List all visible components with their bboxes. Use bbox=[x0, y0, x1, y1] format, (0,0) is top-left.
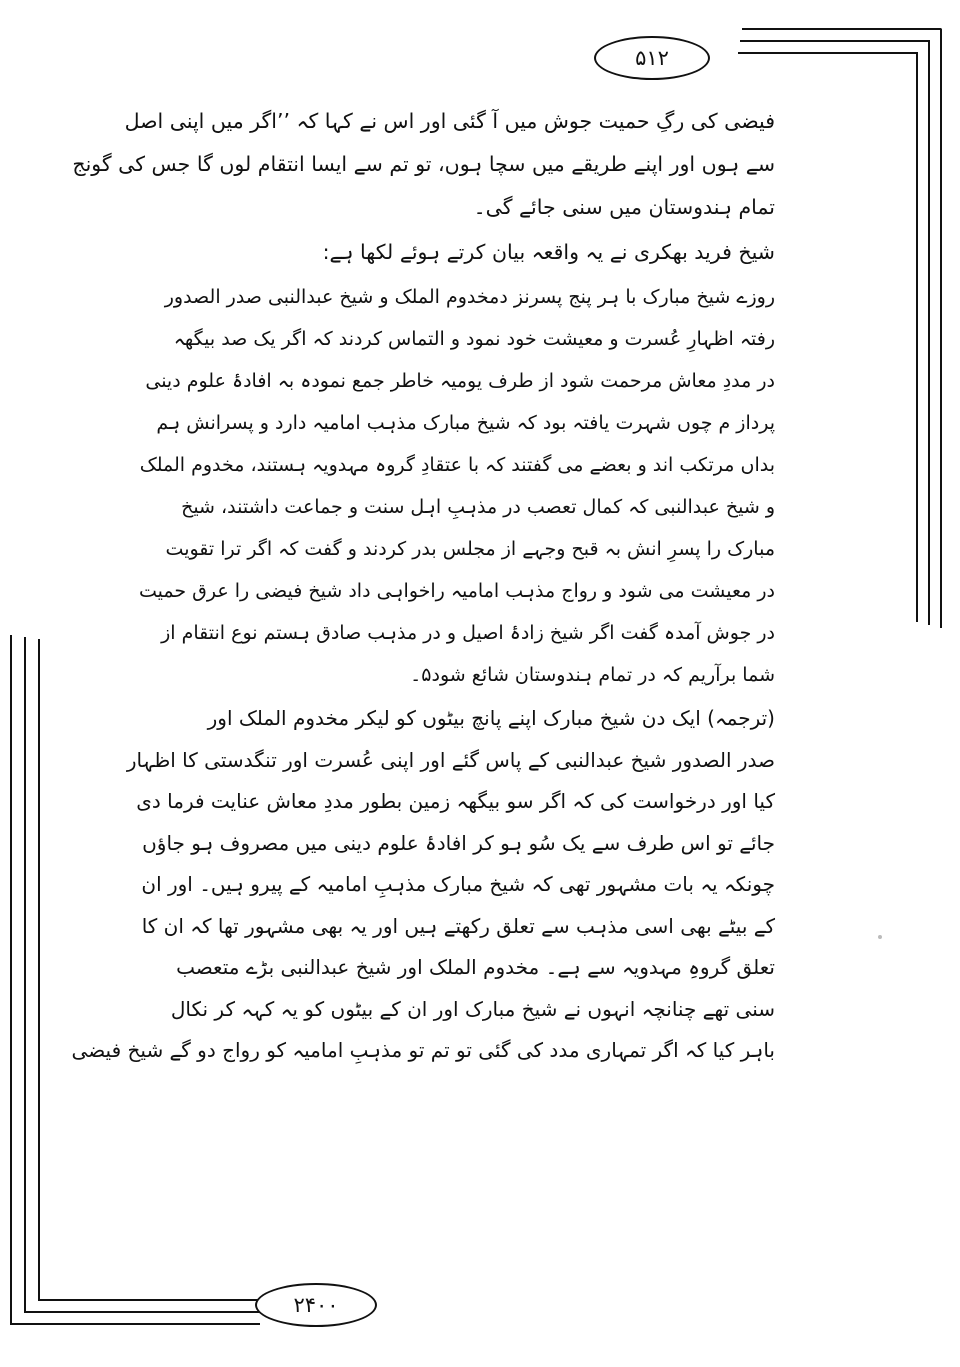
paper-speck bbox=[878, 935, 882, 939]
text-line: چونکہ یہ بات مشہور تھی کہ شیخ مبارک مذہبِ امامیہ کے پیرو ہیں۔ اور ان bbox=[141, 872, 775, 896]
page-number-footer bbox=[255, 1283, 377, 1327]
text-line: روزے شیخ مبارک با ہر پنج پسرنز دمخدوم الملک و شیخ عبدالنبی صدر الصدور bbox=[164, 286, 775, 308]
text-line: سنی تھے چنانچہ انہوں نے شیخ مبارک اور ان کے بیٹوں کو یہ کہہ کر نکال bbox=[170, 996, 775, 1021]
text-line: سے ہوں اور اپنے طریقے میں سچا ہوں، تو تم سے ایسا انتقام لوں گا جس کی گونج bbox=[72, 152, 775, 176]
text-line: و شیخ عبدالنبی کہ کمال تعصب در مذہبِ اہل سنت و جماعت داشتند، شیخ bbox=[181, 496, 775, 518]
text-line: شیخ فرید بھکری نے یہ واقعہ بیان کرتے ہوئے لکھا ہے: bbox=[322, 240, 775, 264]
page-number-header bbox=[594, 36, 710, 80]
paragraph-persian-quote bbox=[138, 276, 775, 696]
text-line: باہر کیا کہ اگر تمہاری مدد کی گئی تو تم تو مذہبِ امامیہ کو رواج دو گے شیخ فیضی bbox=[71, 1038, 775, 1062]
text-line: بداں مرتکب اند و بعضے می گفتند کہ با عتقادِ گروہ مہدویہ ہستند، مخدوم الملک bbox=[139, 454, 775, 476]
page-number-header-text: ۵۱۲ bbox=[635, 46, 669, 70]
text-line: در معیشت می شود و رواج مذہب امامیہ راخواہی داد شیخ فیضی را عرق حمیت bbox=[138, 580, 775, 602]
text-line: کے بیٹے بھی اسی مذہب سے تعلق رکھتے ہیں اور یہ بھی مشہور تھا کہ ان کا bbox=[141, 913, 775, 938]
paragraph-intro bbox=[72, 100, 775, 229]
page-body bbox=[71, 100, 775, 1074]
text-line: تعلق گروہِ مہدویہ سے ہے۔ مخدوم الملک اور شیخ عبدالنبی بڑے متعصب bbox=[176, 955, 775, 979]
page-number-footer-text: ۲۴۰۰ bbox=[293, 1293, 339, 1317]
text-line: صدر الصدور شیخ عبدالنبی کے پاس گئے اور اپنی عُسرت اور تنگدستی کا اظہار bbox=[126, 747, 775, 772]
text-line: در مددِ معاش مرحمت شود از طرف یومیہ خاطر جمع نمودہ بہ افادۂ علوم دینی bbox=[145, 370, 775, 392]
text-line: کیا اور درخواست کی کہ اگر سو بیگھہ زمین بطور مددِ معاش عنایت فرما دی bbox=[136, 789, 775, 813]
text-line: رفتہ اظہارِ عُسرت و معیشت خود نمود و التماس کردند کہ اگر یک صد بیگھہ bbox=[173, 328, 775, 350]
text-line: جائے تو اس طرف سے یک سُو ہو کر افادۂ علوم دینی میں مصروف ہو جاؤں bbox=[142, 830, 775, 855]
paragraph-attribution bbox=[150, 231, 775, 274]
text-line: مبارک را پسرِ انش بہ قبح وجہے از مجلس بدر کردند و گفت کہ اگر ترا تقویت bbox=[165, 538, 775, 560]
paragraph-urdu-translation bbox=[71, 698, 775, 1072]
text-line: شما برآریم کہ در تمام ہندوستان شائع شود۵۔ bbox=[410, 664, 775, 686]
text-line: در جوش آمدہ گفت اگر شیخ زادۂ اصیل و در مذہب صادق ہستم نوع انتقام از bbox=[161, 622, 775, 644]
text-line: پرداز م چوں شہرت یافتہ بود کہ شیخ مبارک مذہب امامیہ دارد و پسرانش ہم bbox=[156, 412, 775, 434]
text-line: (ترجمہ) ایک دن شیخ مبارک اپنے پانچ بیٹوں کو لیکر مخدوم الملک اور bbox=[207, 706, 775, 730]
text-line: فیضی کی رگِ حمیت جوش میں آ گئی اور اس نے کہا کہ ’’اگر میں اپنی اصل bbox=[124, 109, 775, 133]
text-line: تمام ہندوستان میں سنی جائے گی۔ bbox=[473, 195, 775, 219]
